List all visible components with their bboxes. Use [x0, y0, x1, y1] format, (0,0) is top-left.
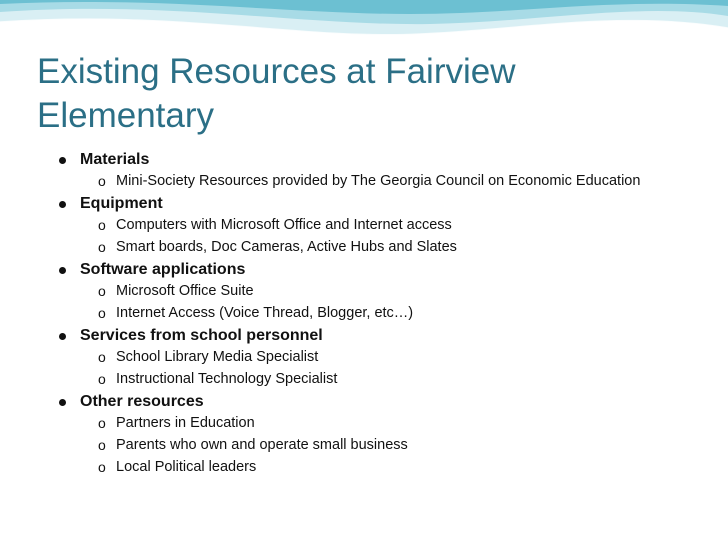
- section-heading: Services from school personnel: [80, 327, 323, 344]
- section-heading: Materials: [80, 151, 150, 168]
- list-item-text: Parents who own and operate small business: [116, 437, 408, 453]
- list-item-text: Internet Access (Voice Thread, Blogger, etc…): [116, 305, 414, 321]
- hollow-o-bullet-icon: o: [98, 173, 106, 189]
- filled-circle-bullet-icon: [59, 399, 66, 406]
- list-item: [56, 304, 696, 323]
- list-item-text: Partners in Education: [116, 415, 255, 431]
- list-item-text: Computers with Microsoft Office and Internet access: [116, 217, 452, 233]
- section-software: [56, 260, 696, 323]
- section-heading: Equipment: [80, 195, 163, 212]
- list-item: [56, 172, 696, 191]
- list-item-text: Local Political leaders: [116, 459, 257, 475]
- list-item: [56, 348, 696, 367]
- list-item-text: Smart boards, Doc Cameras, Active Hubs and Slates: [116, 239, 457, 255]
- section-heading: Software applications: [80, 261, 246, 278]
- section-other: [56, 392, 696, 477]
- list-item-text: School Library Media Specialist: [116, 349, 319, 365]
- filled-circle-bullet-icon: [59, 333, 66, 340]
- slide-title: Existing Resources at Fairview Elementary: [37, 52, 516, 135]
- resource-list: [56, 150, 696, 480]
- filled-circle-bullet-icon: [59, 157, 66, 164]
- list-item: [56, 238, 696, 257]
- hollow-o-bullet-icon: o: [98, 349, 106, 365]
- list-item: [56, 282, 696, 301]
- hollow-o-bullet-icon: o: [98, 217, 106, 233]
- list-item: [56, 370, 696, 389]
- section-materials: [56, 150, 696, 191]
- list-item-text: Mini-Society Resources provided by The Georgia Council on Economic Education: [116, 173, 641, 189]
- hollow-o-bullet-icon: o: [98, 305, 106, 321]
- hollow-o-bullet-icon: o: [98, 283, 106, 299]
- section-services: [56, 326, 696, 389]
- list-item-text: Microsoft Office Suite: [116, 283, 254, 299]
- list-item: [56, 414, 696, 433]
- list-item-text: Instructional Technology Specialist: [116, 371, 338, 387]
- hollow-o-bullet-icon: o: [98, 415, 106, 431]
- list-item: [56, 436, 696, 455]
- filled-circle-bullet-icon: [59, 267, 66, 274]
- filled-circle-bullet-icon: [59, 201, 66, 208]
- section-heading: Other resources: [80, 393, 204, 410]
- list-item: [56, 216, 696, 235]
- list-item: [56, 458, 696, 477]
- hollow-o-bullet-icon: o: [98, 239, 106, 255]
- hollow-o-bullet-icon: o: [98, 459, 106, 475]
- hollow-o-bullet-icon: o: [98, 437, 106, 453]
- hollow-o-bullet-icon: o: [98, 371, 106, 387]
- section-equipment: [56, 194, 696, 257]
- wave-decoration: [0, 0, 728, 48]
